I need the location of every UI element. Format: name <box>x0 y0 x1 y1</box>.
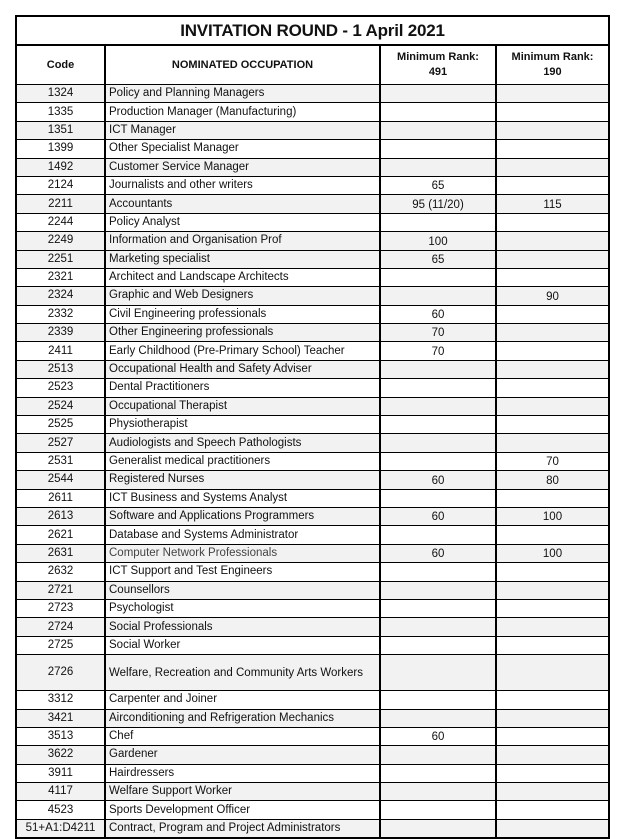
code-cell: 2613 <box>17 507 105 525</box>
code-cell: 3513 <box>17 727 105 745</box>
min-rank-491-cell <box>380 121 496 139</box>
code-cell: 2513 <box>17 360 105 378</box>
min-rank-190-cell <box>496 121 608 139</box>
occupation-cell: Welfare Support Worker <box>105 783 380 801</box>
min-rank-190-cell <box>496 305 608 323</box>
min-rank-491-cell <box>380 801 496 819</box>
table-row <box>17 764 608 782</box>
code-cell: 2527 <box>17 434 105 452</box>
code-cell: 2725 <box>17 636 105 654</box>
occupation-cell: Software and Applications Programmers <box>105 507 380 525</box>
code-cell: 2523 <box>17 379 105 397</box>
min-rank-190-cell <box>496 727 608 745</box>
occupation-rows <box>17 85 608 838</box>
min-rank-190-cell <box>496 636 608 654</box>
table-row <box>17 434 608 452</box>
min-rank-190-cell: 100 <box>496 544 608 562</box>
occupation-cell: Sports Development Officer <box>105 801 380 819</box>
min-rank-491-cell <box>380 764 496 782</box>
occupation-cell: Graphic and Web Designers <box>105 287 380 305</box>
min-rank-190-cell <box>496 360 608 378</box>
occupation-cell: Registered Nurses <box>105 471 380 489</box>
header-min-rank-190-value: 190 <box>543 66 562 78</box>
invitation-round-table <box>17 17 608 837</box>
table-row <box>17 526 608 544</box>
min-rank-190-cell <box>496 324 608 342</box>
occupation-cell: Social Professionals <box>105 618 380 636</box>
min-rank-190-cell <box>496 140 608 158</box>
min-rank-190-cell <box>496 268 608 286</box>
table-row <box>17 287 608 305</box>
code-cell: 1492 <box>17 158 105 176</box>
min-rank-190-cell: 90 <box>496 287 608 305</box>
min-rank-491-cell: 70 <box>380 342 496 360</box>
min-rank-190-cell: 80 <box>496 471 608 489</box>
occupation-cell: Computer Network Professionals <box>105 544 380 562</box>
min-rank-491-cell: 60 <box>380 305 496 323</box>
min-rank-190-cell <box>496 434 608 452</box>
min-rank-190-cell <box>496 103 608 121</box>
min-rank-491-cell <box>380 103 496 121</box>
min-rank-190-cell <box>496 213 608 231</box>
table-row <box>17 103 608 121</box>
table-row <box>17 195 608 213</box>
min-rank-190-cell <box>496 691 608 709</box>
occupation-cell: ICT Manager <box>105 121 380 139</box>
table-row <box>17 324 608 342</box>
min-rank-491-cell <box>380 434 496 452</box>
min-rank-190-cell <box>496 526 608 544</box>
min-rank-491-cell: 60 <box>380 507 496 525</box>
occupation-cell: Social Worker <box>105 636 380 654</box>
occupation-cell: Welfare, Recreation and Community Arts Workers <box>105 655 380 691</box>
min-rank-491-cell <box>380 526 496 544</box>
table-row <box>17 471 608 489</box>
occupation-cell: Counsellors <box>105 581 380 599</box>
code-cell: 3622 <box>17 746 105 764</box>
table-row <box>17 655 608 691</box>
occupation-cell: Audiologists and Speech Pathologists <box>105 434 380 452</box>
code-cell: 2525 <box>17 416 105 434</box>
code-cell: 2324 <box>17 287 105 305</box>
occupation-cell: Production Manager (Manufacturing) <box>105 103 380 121</box>
table-row <box>17 416 608 434</box>
table-row <box>17 232 608 250</box>
table-row <box>17 727 608 745</box>
min-rank-190-cell: 70 <box>496 452 608 470</box>
code-cell: 4523 <box>17 801 105 819</box>
occupation-cell: Other Specialist Manager <box>105 140 380 158</box>
occupation-cell: Hairdressers <box>105 764 380 782</box>
header-min-rank-190 <box>496 45 608 85</box>
code-cell: 2249 <box>17 232 105 250</box>
code-cell: 2321 <box>17 268 105 286</box>
code-cell: 3312 <box>17 691 105 709</box>
min-rank-491-cell: 95 (11/20) <box>380 195 496 213</box>
min-rank-491-cell <box>380 140 496 158</box>
min-rank-190-cell <box>496 618 608 636</box>
min-rank-491-cell: 60 <box>380 471 496 489</box>
min-rank-491-cell <box>380 691 496 709</box>
code-cell: 2631 <box>17 544 105 562</box>
min-rank-190-cell <box>496 176 608 194</box>
occupation-cell: Physiotherapist <box>105 416 380 434</box>
min-rank-491-cell <box>380 489 496 507</box>
min-rank-190-cell <box>496 158 608 176</box>
code-cell: 51+A1:D4211 <box>17 819 105 837</box>
code-cell: 2211 <box>17 195 105 213</box>
table-row <box>17 452 608 470</box>
min-rank-491-cell <box>380 158 496 176</box>
table-title: INVITATION ROUND - 1 April 2021 <box>17 17 608 45</box>
min-rank-190-cell <box>496 342 608 360</box>
table-row <box>17 801 608 819</box>
min-rank-491-cell <box>380 563 496 581</box>
occupation-cell: Information and Organisation Prof <box>105 232 380 250</box>
title-row <box>17 17 608 45</box>
min-rank-190-cell <box>496 379 608 397</box>
code-cell: 2726 <box>17 655 105 691</box>
table-row <box>17 819 608 837</box>
header-code: Code <box>17 45 105 85</box>
occupation-cell: Occupational Health and Safety Adviser <box>105 360 380 378</box>
min-rank-491-cell <box>380 783 496 801</box>
table-row <box>17 691 608 709</box>
min-rank-491-cell <box>380 746 496 764</box>
header-min-rank-491-label: Minimum Rank: <box>397 51 479 63</box>
table-row <box>17 581 608 599</box>
min-rank-491-cell <box>380 599 496 617</box>
min-rank-491-cell <box>380 819 496 837</box>
min-rank-491-cell <box>380 709 496 727</box>
table-row <box>17 379 608 397</box>
code-cell: 2723 <box>17 599 105 617</box>
min-rank-491-cell <box>380 213 496 231</box>
min-rank-190-cell <box>496 801 608 819</box>
min-rank-491-cell <box>380 397 496 415</box>
code-cell: 2124 <box>17 176 105 194</box>
code-cell: 2611 <box>17 489 105 507</box>
code-cell: 2724 <box>17 618 105 636</box>
table-row <box>17 176 608 194</box>
table-row <box>17 563 608 581</box>
header-row <box>17 45 608 85</box>
min-rank-190-cell <box>496 655 608 691</box>
occupation-cell: Other Engineering professionals <box>105 324 380 342</box>
min-rank-190-cell <box>496 819 608 837</box>
table-row <box>17 342 608 360</box>
occupation-cell: Journalists and other writers <box>105 176 380 194</box>
table-row <box>17 636 608 654</box>
code-cell: 3421 <box>17 709 105 727</box>
code-cell: 2621 <box>17 526 105 544</box>
min-rank-190-cell <box>496 783 608 801</box>
min-rank-190-cell <box>496 599 608 617</box>
min-rank-190-cell <box>496 563 608 581</box>
table-row <box>17 305 608 323</box>
code-cell: 2544 <box>17 471 105 489</box>
min-rank-491-cell: 60 <box>380 544 496 562</box>
code-cell: 2339 <box>17 324 105 342</box>
table-row <box>17 618 608 636</box>
code-cell: 2332 <box>17 305 105 323</box>
occupation-cell: Marketing specialist <box>105 250 380 268</box>
min-rank-491-cell <box>380 581 496 599</box>
min-rank-491-cell: 100 <box>380 232 496 250</box>
min-rank-190-cell <box>496 746 608 764</box>
invitation-round-table-container <box>15 15 610 839</box>
code-cell: 2244 <box>17 213 105 231</box>
min-rank-190-cell <box>496 581 608 599</box>
min-rank-190-cell <box>496 416 608 434</box>
min-rank-190-cell <box>496 232 608 250</box>
header-min-rank-190-label: Minimum Rank: <box>511 51 594 63</box>
table-row <box>17 746 608 764</box>
min-rank-491-cell <box>380 618 496 636</box>
code-cell: 4117 <box>17 783 105 801</box>
table-row <box>17 268 608 286</box>
occupation-cell: Early Childhood (Pre-Primary School) Teacher <box>105 342 380 360</box>
code-cell: 2411 <box>17 342 105 360</box>
occupation-cell: Gardener <box>105 746 380 764</box>
table-row <box>17 489 608 507</box>
table-row <box>17 783 608 801</box>
table-row <box>17 360 608 378</box>
min-rank-190-cell <box>496 709 608 727</box>
header-min-rank-491-value: 491 <box>428 66 448 78</box>
occupation-cell: Policy Analyst <box>105 213 380 231</box>
code-cell: 2251 <box>17 250 105 268</box>
occupation-cell: Generalist medical practitioners <box>105 452 380 470</box>
min-rank-190-cell <box>496 489 608 507</box>
table-row <box>17 709 608 727</box>
table-row <box>17 397 608 415</box>
occupation-cell: Psychologist <box>105 599 380 617</box>
min-rank-491-cell <box>380 636 496 654</box>
occupation-cell: ICT Business and Systems Analyst <box>105 489 380 507</box>
code-cell: 1324 <box>17 85 105 103</box>
table-row <box>17 250 608 268</box>
table-row <box>17 213 608 231</box>
occupation-cell: Airconditioning and Refrigeration Mechanics <box>105 709 380 727</box>
header-occupation: NOMINATED OCCUPATION <box>105 45 380 85</box>
occupation-cell: Civil Engineering professionals <box>105 305 380 323</box>
occupation-cell: Accountants <box>105 195 380 213</box>
min-rank-491-cell: 60 <box>380 727 496 745</box>
min-rank-491-cell <box>380 655 496 691</box>
code-cell: 2531 <box>17 452 105 470</box>
min-rank-491-cell <box>380 379 496 397</box>
min-rank-491-cell: 65 <box>380 250 496 268</box>
min-rank-491-cell <box>380 85 496 103</box>
occupation-cell: Occupational Therapist <box>105 397 380 415</box>
table-row <box>17 544 608 562</box>
min-rank-190-cell: 100 <box>496 507 608 525</box>
occupation-cell: Architect and Landscape Architects <box>105 268 380 286</box>
occupation-cell: Chef <box>105 727 380 745</box>
table-row <box>17 507 608 525</box>
table-row <box>17 140 608 158</box>
min-rank-190-cell: 115 <box>496 195 608 213</box>
code-cell: 1399 <box>17 140 105 158</box>
occupation-cell: Contract, Program and Project Administrators <box>105 819 380 837</box>
min-rank-190-cell <box>496 85 608 103</box>
min-rank-491-cell: 70 <box>380 324 496 342</box>
min-rank-491-cell <box>380 360 496 378</box>
min-rank-491-cell <box>380 287 496 305</box>
occupation-cell: Dental Practitioners <box>105 379 380 397</box>
occupation-cell: ICT Support and Test Engineers <box>105 563 380 581</box>
min-rank-491-cell <box>380 452 496 470</box>
table-row <box>17 121 608 139</box>
code-cell: 2632 <box>17 563 105 581</box>
min-rank-190-cell <box>496 397 608 415</box>
min-rank-190-cell <box>496 764 608 782</box>
table-row <box>17 85 608 103</box>
code-cell: 2524 <box>17 397 105 415</box>
code-cell: 2721 <box>17 581 105 599</box>
code-cell: 3911 <box>17 764 105 782</box>
min-rank-491-cell <box>380 416 496 434</box>
occupation-cell: Database and Systems Administrator <box>105 526 380 544</box>
occupation-cell: Customer Service Manager <box>105 158 380 176</box>
min-rank-190-cell <box>496 250 608 268</box>
min-rank-491-cell: 65 <box>380 176 496 194</box>
code-cell: 1335 <box>17 103 105 121</box>
table-row <box>17 599 608 617</box>
table-row <box>17 158 608 176</box>
header-min-rank-491 <box>380 45 496 85</box>
code-cell: 1351 <box>17 121 105 139</box>
occupation-cell: Policy and Planning Managers <box>105 85 380 103</box>
occupation-cell: Carpenter and Joiner <box>105 691 380 709</box>
min-rank-491-cell <box>380 268 496 286</box>
